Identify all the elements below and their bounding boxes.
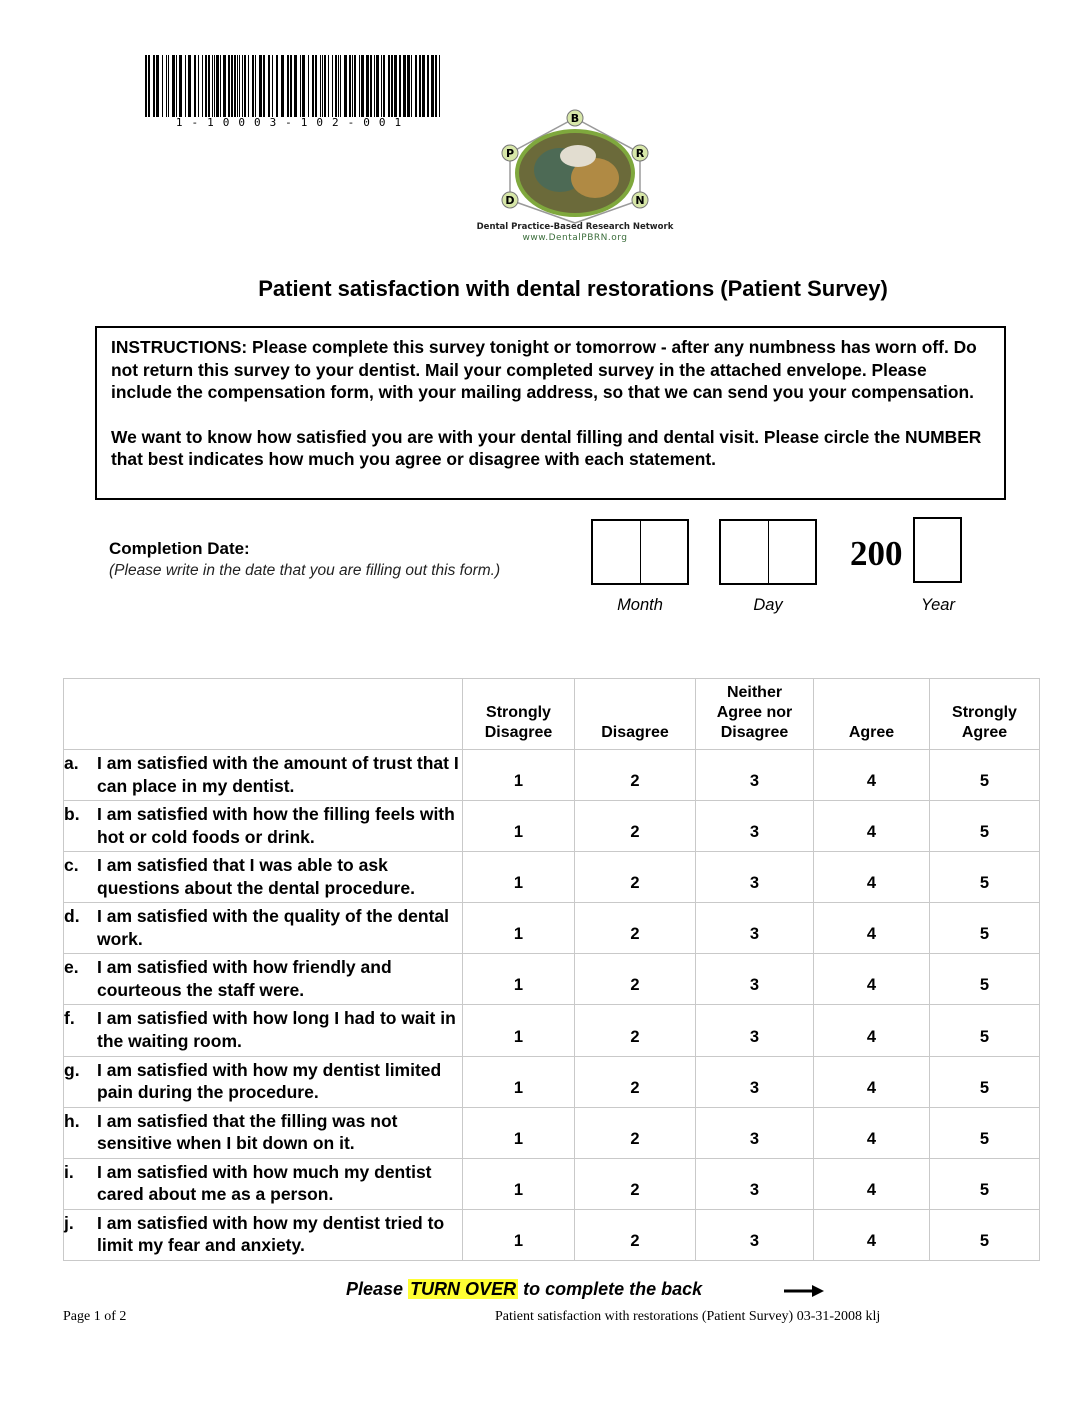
statement-cell (64, 1209, 463, 1260)
rating-option-2[interactable]: 2 (575, 1056, 696, 1107)
rating-option-1[interactable]: 1 (463, 750, 575, 801)
rating-option-5[interactable]: 5 (930, 1209, 1040, 1260)
rating-option-4[interactable]: 4 (814, 954, 930, 1005)
statement-text: I am satisfied with how long I had to wait in the waiting room. (97, 1008, 456, 1051)
rating-option-2[interactable]: 2 (575, 1005, 696, 1056)
table-row (64, 852, 1040, 903)
rating-option-1[interactable]: 1 (463, 1209, 575, 1260)
rating-option-3[interactable]: 3 (696, 954, 814, 1005)
table-row (64, 1056, 1040, 1107)
statement-cell (64, 1056, 463, 1107)
rating-option-1[interactable]: 1 (463, 1158, 575, 1209)
statement-text: I am satisfied with the quality of the dental work. (97, 906, 449, 949)
table-row (64, 1209, 1040, 1260)
instructions-paragraph-2 (111, 426, 990, 471)
rating-option-4[interactable]: 4 (814, 852, 930, 903)
rating-option-5[interactable]: 5 (930, 903, 1040, 954)
rating-option-2[interactable]: 2 (575, 1107, 696, 1158)
statement-letter: c. (64, 855, 79, 876)
rating-option-1[interactable]: 1 (463, 801, 575, 852)
statement-text: I am satisfied with how my dentist limited pain during the procedure. (97, 1059, 442, 1103)
statement-text: I am satisfied with how friendly and courteous the staff were. (97, 957, 392, 1000)
table-row (64, 801, 1040, 852)
header-strongly-agree: Strongly Agree (930, 679, 1040, 750)
statement-header (64, 679, 463, 750)
rating-option-4[interactable]: 4 (814, 801, 930, 852)
rating-option-3[interactable]: 3 (696, 852, 814, 903)
month-digit-1[interactable] (593, 521, 640, 583)
rating-option-2[interactable]: 2 (575, 903, 696, 954)
rating-option-1[interactable]: 1 (463, 1107, 575, 1158)
statement-text: I am satisfied that I was able to ask questions about the dental procedure. (97, 855, 415, 898)
rating-option-2[interactable]: 2 (575, 1158, 696, 1209)
rating-option-3[interactable]: 3 (696, 801, 814, 852)
rating-option-3[interactable]: 3 (696, 1005, 814, 1056)
table-row (64, 1158, 1040, 1209)
statement-cell (64, 1107, 463, 1158)
instructions-box (95, 326, 1006, 500)
year-prefix: 200 (850, 534, 903, 573)
table-row (64, 954, 1040, 1005)
rating-option-2[interactable]: 2 (575, 852, 696, 903)
rating-option-5[interactable]: 5 (930, 954, 1040, 1005)
statement-letter: j. (64, 1212, 74, 1233)
rating-option-1[interactable]: 1 (463, 903, 575, 954)
day-digit-1[interactable] (721, 521, 768, 583)
completion-date-label: Completion Date: (109, 539, 250, 558)
rating-option-3[interactable]: 3 (696, 1107, 814, 1158)
statement-cell (64, 750, 463, 801)
logo-letter-n: N (635, 194, 645, 207)
header-agree: Agree (814, 679, 930, 750)
rating-option-2[interactable]: 2 (575, 801, 696, 852)
rating-option-5[interactable]: 5 (930, 1056, 1040, 1107)
rating-option-4[interactable]: 4 (814, 750, 930, 801)
turn-over-note: Please TURN OVER to complete the back (346, 1279, 703, 1299)
table-row (64, 903, 1040, 954)
rating-option-5[interactable]: 5 (930, 852, 1040, 903)
rating-option-2[interactable]: 2 (575, 954, 696, 1005)
logo-url: www.DentalPBRN.org (522, 233, 628, 243)
rating-option-4[interactable]: 4 (814, 1158, 930, 1209)
rating-option-5[interactable]: 5 (930, 801, 1040, 852)
statement-text: I am satisfied that the filling was not sensitive when I bit down on it. (97, 1110, 398, 1154)
year-label: Year (921, 596, 955, 614)
page-number: Page 1 of 2 (63, 1309, 127, 1324)
statement-cell (64, 1158, 463, 1209)
table-row (64, 1005, 1040, 1056)
statement-text: I am satisfied with how the filling feels with hot or cold foods or drink. (97, 804, 455, 847)
rating-option-4[interactable]: 4 (814, 1107, 930, 1158)
rating-option-5[interactable]: 5 (930, 1107, 1040, 1158)
logo-letter-b: B (570, 112, 580, 125)
rating-option-1[interactable]: 1 (463, 1056, 575, 1107)
statement-text: I am satisfied with the amount of trust that I can place in my dentist. (97, 753, 459, 796)
arrow-right-icon (784, 1283, 824, 1299)
logo-letter-p: P (505, 147, 515, 160)
rating-option-1[interactable]: 1 (463, 954, 575, 1005)
rating-option-3[interactable]: 3 (696, 1158, 814, 1209)
statement-cell (64, 852, 463, 903)
rating-option-4[interactable]: 4 (814, 1209, 930, 1260)
month-field[interactable] (591, 519, 689, 585)
logo-letter-r: R (635, 147, 645, 160)
header-neither: Neither Agree nor Disagree (696, 679, 814, 750)
rating-option-3[interactable]: 3 (696, 1209, 814, 1260)
statement-text: I am satisfied with how much my dentist cared about me as a person. (97, 1161, 432, 1205)
rating-option-5[interactable]: 5 (930, 750, 1040, 801)
rating-option-5[interactable]: 5 (930, 1158, 1040, 1209)
statement-letter: h. (64, 1110, 80, 1131)
statement-letter: i. (64, 1161, 74, 1182)
table-header-row (64, 679, 1040, 750)
statement-cell (64, 903, 463, 954)
statement-letter: g. (64, 1059, 80, 1080)
statement-letter: a. (64, 753, 79, 773)
turn-over-highlight: TURN OVER (410, 1279, 517, 1299)
table-row (64, 750, 1040, 801)
statement-letter: d. (64, 906, 80, 927)
rating-option-3[interactable]: 3 (696, 750, 814, 801)
page-title: Patient satisfaction with dental restorations (Patient Survey) (258, 276, 888, 301)
table-row (64, 1107, 1040, 1158)
rating-option-1[interactable]: 1 (463, 1005, 575, 1056)
rating-option-2[interactable]: 2 (575, 1209, 696, 1260)
statement-letter: b. (64, 804, 80, 825)
rating-option-5[interactable]: 5 (930, 1005, 1040, 1056)
barcode-number: 1-10003-102-001 (175, 116, 411, 129)
header-disagree: Disagree (575, 679, 696, 750)
logo-letter-d: D (505, 194, 515, 207)
year-digit-field[interactable] (913, 517, 962, 583)
statement-letter: f. (64, 1008, 75, 1029)
barcode (145, 55, 441, 117)
completion-date-note: (Please write in the date that you are filling out this form.) (109, 562, 501, 579)
pbrn-logo (490, 108, 660, 230)
logo-organization: Dental Practice-Based Research Network (476, 222, 674, 232)
instructions-text: that best indicates how much you agree or disagree with each statement. (111, 449, 716, 469)
day-digit-2[interactable] (768, 521, 816, 583)
rating-option-4[interactable]: 4 (814, 1056, 930, 1107)
month-digit-2[interactable] (640, 521, 688, 583)
month-label: Month (617, 596, 663, 614)
header-strongly-disagree: Strongly Disagree (463, 679, 575, 750)
day-field[interactable] (719, 519, 817, 585)
rating-option-4[interactable]: 4 (814, 1005, 930, 1056)
instructions-emphasis: NUMBER (905, 426, 982, 447)
instructions-text: We want to know how satisfied you are with your dental filling and dental visit. Please circle the (111, 426, 906, 447)
rating-option-3[interactable]: 3 (696, 903, 814, 954)
rating-option-2[interactable]: 2 (575, 750, 696, 801)
statement-cell (64, 954, 463, 1005)
statement-letter: e. (64, 957, 79, 978)
statement-text: I am satisfied with how my dentist tried to limit my fear and anxiety. (97, 1212, 445, 1256)
statement-cell (64, 1005, 463, 1056)
survey-table (63, 678, 1040, 1261)
rating-option-4[interactable]: 4 (814, 903, 930, 954)
day-label: Day (753, 596, 783, 614)
rating-option-3[interactable]: 3 (696, 1056, 814, 1107)
rating-option-1[interactable]: 1 (463, 852, 575, 903)
instructions-paragraph-1: INSTRUCTIONS: Please complete this survey tonight or tomorrow - after any numbness has worn off. Do not return this survey to your dentist. Mail your completed survey in the attached envelope. Please include the compensation form, with your mailing address, so that we can send you your compensation. (111, 337, 977, 402)
statement-cell (64, 801, 463, 852)
footer-document-id: Patient satisfaction with restorations (Patient Survey) 03-31-2008 klj (495, 1309, 881, 1324)
